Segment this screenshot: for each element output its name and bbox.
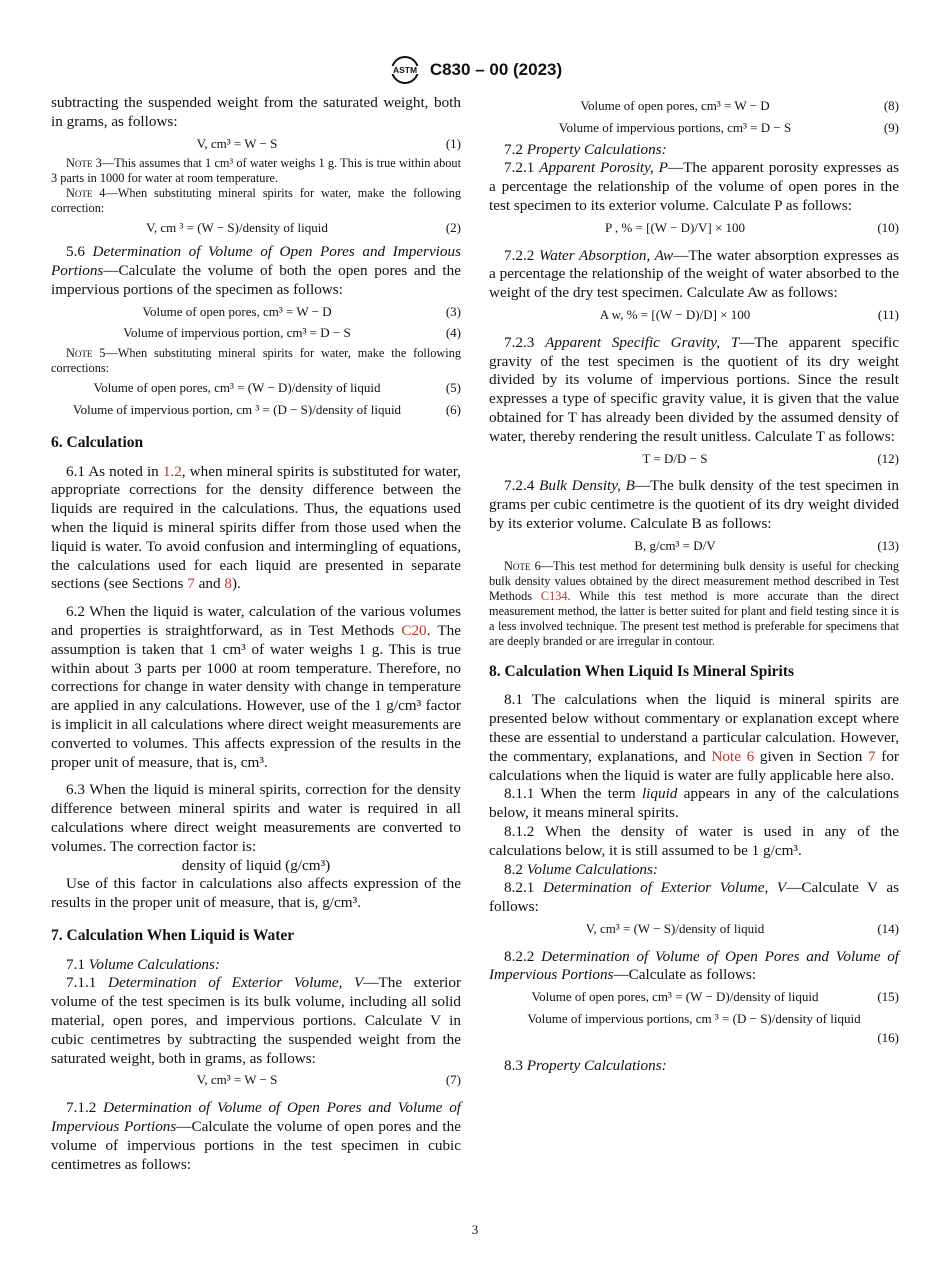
svg-text:ASTM: ASTM — [392, 65, 417, 75]
page-number: 3 — [471, 1222, 479, 1237]
link-c134[interactable]: C134 — [540, 588, 568, 603]
equation-11: A w, % = [(W − D)/D] × 100 (11) — [599, 306, 899, 322]
section-6-2: 6.2 When the liquid is water, calculation of the various volumes and properties is straightforward, as in Test Methods C20. The assumption is taken that 1 cm³ of water weighs 1 g. This is true within about 3 parts per 1000 at room temperature. Therefore, no corrections for change in water density with change in temperature are applied in any calculations. However, use of the 1 g/cm³ factor is implicit in all calculations where direct weight measurements are converted to volumes. This affects expression of the results in the proper unit of measure, that is, cm³. — [51, 603, 462, 771]
equation-1: V, cm³ = W − S (1) — [196, 135, 461, 151]
section-8-3: 8.3 Property Calculations: — [504, 1056, 667, 1074]
section-7-2-4: 7.2.4 Bulk Density, B—The bulk density of the test specimen in grams per cubic centimetre is the quotient of its dry weight divided by its exterior volume. Calculate B as follows: — [489, 477, 899, 532]
section-8-2-2: 8.2.2 Determination of Volume of Open Pores and Volume of Impervious Portions—Calculate as follows: — [489, 947, 900, 984]
note-3: Note 3—This assumes that 1 cm³ of water weighs 1 g. This is true within about 3 parts in 1000 for water at room temperature. — [51, 156, 461, 186]
equation-5: Volume of open pores, cm³ = (W − D)/density of liquid (5) — [93, 380, 461, 396]
section-7-2: 7.2 Property Calculations: — [504, 140, 667, 158]
equation-14: V, cm³ = (W − S)/density of liquid (14) — [585, 920, 899, 936]
heading-section-7: 7. Calculation When Liquid is Water — [51, 926, 295, 944]
section-7-1: 7.1 Volume Calculations: — [66, 955, 220, 973]
heading-section-8: 8. Calculation When Liquid Is Mineral Spirits — [489, 662, 795, 680]
section-6-3-cont: Use of this factor in calculations also affects expression of the results in the proper unit of measure, that is, g/cm³. — [51, 875, 461, 912]
right-column — [489, 94, 899, 1075]
equation-15: Volume of open pores, cm³ = (W − D)/density of liquid (15) — [531, 989, 899, 1005]
note-5: Note 5—When substituting mineral spirits for water, make the following corrections: — [51, 346, 462, 376]
link-section-7[interactable]: 7 — [187, 575, 195, 593]
paragraph: subtracting the suspended weight from the saturated weight, both in grams, as follows: — [51, 94, 461, 130]
equation-8: Volume of open pores, cm³ = W − D (8) — [580, 98, 899, 113]
left-column — [51, 94, 461, 1174]
equation-6: Volume of impervious portion, cm ³ = (D − S)/density of liquid (6) — [72, 401, 461, 417]
link-section-8[interactable]: 8 — [224, 575, 232, 593]
note-4: Note 4—When substituting mineral spirits for water, make the following correction: — [51, 186, 462, 216]
equation-12: T = D/D − S (12) — [642, 450, 899, 466]
equation-7: V, cm³ = W − S (7) — [196, 1072, 461, 1088]
note-6: Note 6—This test method for determining bulk density is useful for checking bulk density values obtained by the direct measurement method described in Test Methods C134. While this test method is more accurate than the direct measurement method, the latter is better suited for plant and field testing since it is a less involved technique. The present test method is preferable for specimens that are deeply branded or are irregular in contour. — [489, 558, 899, 648]
equation-4: Volume of impervious portion, cm³ = D − S (4) — [123, 325, 461, 341]
section-8-1: 8.1 The calculations when the liquid is mineral spirits are presented below without commentary or explanation except where these are essential to understand a particular calculation. However, the commentary, explanations, and Note 6 given in Section 7 for calculations when the liquid is water are fully applicable here also. — [489, 691, 899, 784]
section-8-1-2: 8.1.2 When the density of water is used in any of the calculations below, it is still assumed to be 1 g/cm³. — [489, 822, 899, 859]
section-8-1-1: 8.1.1 When the term liquid appears in any of the calculations below, it means mineral spirits. — [489, 785, 900, 822]
equation-9: Volume of impervious portions, cm³ = D − S (9) — [558, 119, 899, 135]
equation-16: Volume of impervious portions, cm ³ = (D − S)/density of liquid (16) — [527, 1011, 899, 1045]
section-7-1-1: 7.1.1 Determination of Exterior Volume, V—The exterior volume of the test specimen is its bulk volume, including all solid material, open pores, and impervious portions. Calculate V in cubic centimetres by subtracting the suspended weight from the saturated weight, both in grams, as follows: — [51, 974, 461, 1067]
document-id: C830 – 00 (2023) — [429, 60, 563, 79]
link-1-2[interactable]: 1.2 — [162, 462, 182, 480]
equation-2: V, cm ³ = (W − S)/density of liquid (2) — [146, 220, 461, 236]
astm-logo-icon — [388, 55, 422, 85]
section-5-6: 5.6 Determination of Volume of Open Pores and Impervious Portions—Calculate the volume of both the open pores and the impervious portions of the specimen as follows: — [51, 243, 461, 298]
equation-3: Volume of open pores, cm³ = W − D (3) — [142, 303, 461, 319]
section-7-1-2: 7.1.2 Determination of Volume of Open Pores and Volume of Impervious Portions—Calculate the volume of open pores and the volume of impervious portions in the test specimen in cubic centimetres as follows: — [51, 1099, 462, 1173]
link-section-7[interactable]: 7 — [868, 747, 876, 765]
equation-10: P , % = [(W − D)/V] × 100 (10) — [604, 219, 899, 235]
section-8-2: 8.2 Volume Calculations: — [504, 860, 658, 878]
section-7-2-3: 7.2.3 Apparent Specific Gravity, T—The apparent specific gravity of the test specimen is the quotient of its dry weight divided by its volume of impervious portions. Since the result expresses a type of specific gravity value, it is given that the value obtained for T has already been divided by the assumed density of water, thereby rendering the result unitless. Calculate T as follows: — [489, 333, 900, 445]
section-6-1: 6.1 As noted in 1.2, when mineral spirits is substituted for water, appropriate corrections for the density difference between the liquids are required in the calculations. Thus, the equations used when the liquid is mineral spirits differ from those used when the liquid is water. To avoid confusion and intermingling of equations, the calculations used for each liquid are presented in separate sections (see Sections 7 and 8). — [51, 462, 461, 593]
correction-factor: density of liquid (g/cm³) — [181, 856, 331, 874]
section-7-2-2: 7.2.2 Water Absorption, Aw—The water absorption expresses as a percentage the relationship of the weight of water absorbed to the weight of the dry test specimen. Calculate Aw as follows: — [489, 246, 900, 302]
link-c20[interactable]: C20 — [401, 621, 427, 639]
link-note-6[interactable]: Note 6 — [711, 747, 755, 765]
section-6-3: 6.3 When the liquid is mineral spirits, correction for the density difference between mineral spirits and water is required in all calculations where direct weight measurements are converted to volumes. The correction factor is: — [51, 781, 461, 855]
page-header — [0, 55, 950, 85]
section-8-2-1: 8.2.1 Determination of Exterior Volume, V—Calculate V as follows: — [489, 879, 899, 916]
heading-section-6: 6. Calculation — [51, 433, 144, 451]
equation-13: B, g/cm³ = D/V (13) — [634, 537, 899, 553]
section-7-2-1: 7.2.1 Apparent Porosity, P—The apparent porosity expresses as a percentage the relationship of the volume of open pores in the test specimen to its exterior volume. Calculate P as follows: — [489, 159, 899, 214]
